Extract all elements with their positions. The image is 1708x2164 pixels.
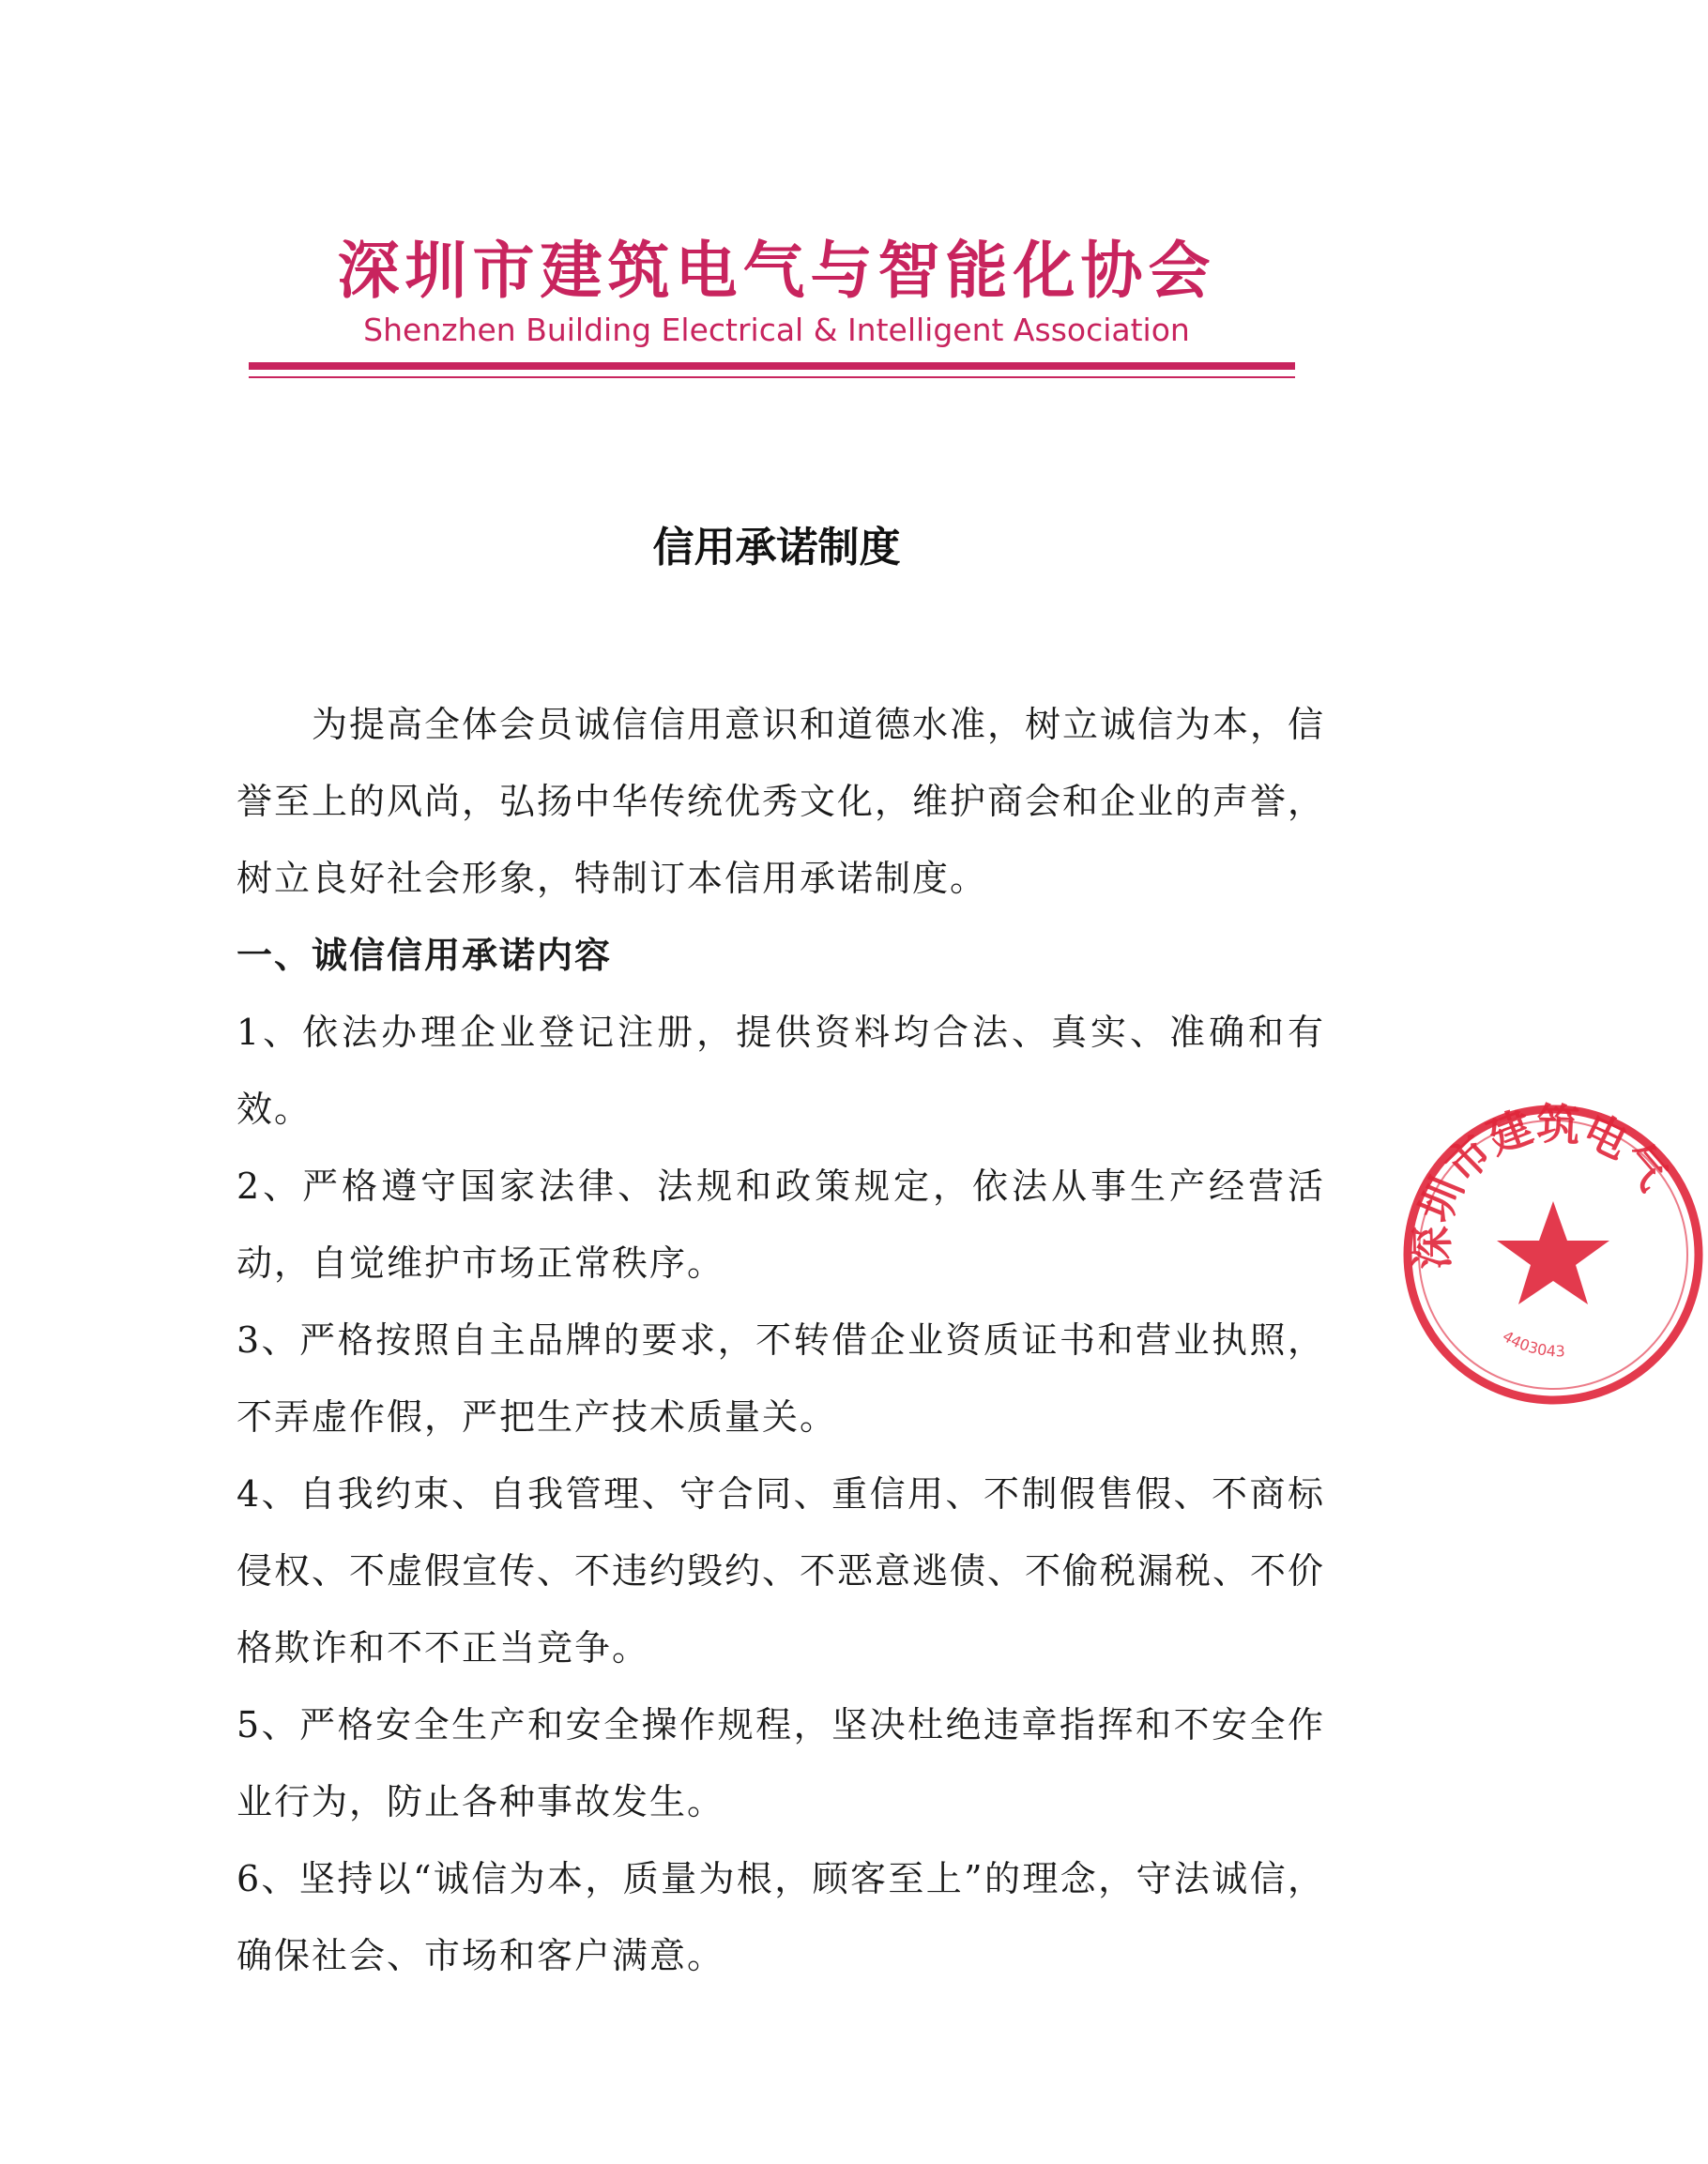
letterhead-rule-thin bbox=[249, 376, 1295, 378]
commitment-item-2: 2、严格遵守国家法律、法规和政策规定，依法从事生产经营活动，自觉维护市场正常秩序。 bbox=[236, 1166, 1325, 1284]
commitment-item-4: 4、自我约束、自我管理、守合同、重信用、不制假售假、不商标侵权、不虚假宣传、不违约毁约、不恶意逃债、不偷税漏税、不价格欺诈和不不正当竞争。 bbox=[236, 1473, 1326, 1669]
section-heading: 一、诚信信用承诺内容 bbox=[236, 934, 613, 976]
document-title: 信用承诺制度 bbox=[652, 524, 901, 571]
organization-name-chinese: 深圳市建筑电气与智能化协会 bbox=[337, 234, 1216, 307]
intro-paragraph: 为提高全体会员诚信信用意识和道德水准，树立诚信为本，信誉至上的风尚，弘扬中华传统优秀文化，维护商会和企业的声誉，树立良好社会形象，特制订本信用承诺制度。 bbox=[236, 704, 1326, 899]
seal-star-icon bbox=[1497, 1201, 1609, 1304]
commitment-item-6: 6、坚持以“诚信为本，质量为根，顾客至上”的理念，守法诚信，确保社会、市场和客户满意。 bbox=[236, 1858, 1325, 1976]
commitment-item-3: 3、严格按照自主品牌的要求，不转借企业资质证书和营业执照，不弄虚作假，严把生产技术质量关。 bbox=[236, 1319, 1325, 1438]
commitment-item-1: 1、依法办理企业登记注册，提供资料均合法、真实、准确和有效。 bbox=[236, 1012, 1325, 1130]
official-seal-icon bbox=[1398, 1100, 1708, 1410]
letterhead bbox=[0, 0, 1552, 394]
organization-name-english: Shenzhen Building Electrical & Intelligent Association bbox=[363, 312, 1190, 348]
commitment-item-5: 5、严格安全生产和安全操作规程，坚决杜绝违章指挥和不安全作业行为，防止各种事故发生。 bbox=[236, 1704, 1325, 1822]
seal-text: 深圳市建筑电气 bbox=[1406, 1100, 1679, 1271]
seal-number: 4403043 bbox=[1499, 1327, 1565, 1361]
letterhead-rule-thick bbox=[249, 362, 1295, 370]
svg-text:4403043 bbox=[1500, 1327, 1565, 1360]
document-body bbox=[236, 686, 1325, 1994]
